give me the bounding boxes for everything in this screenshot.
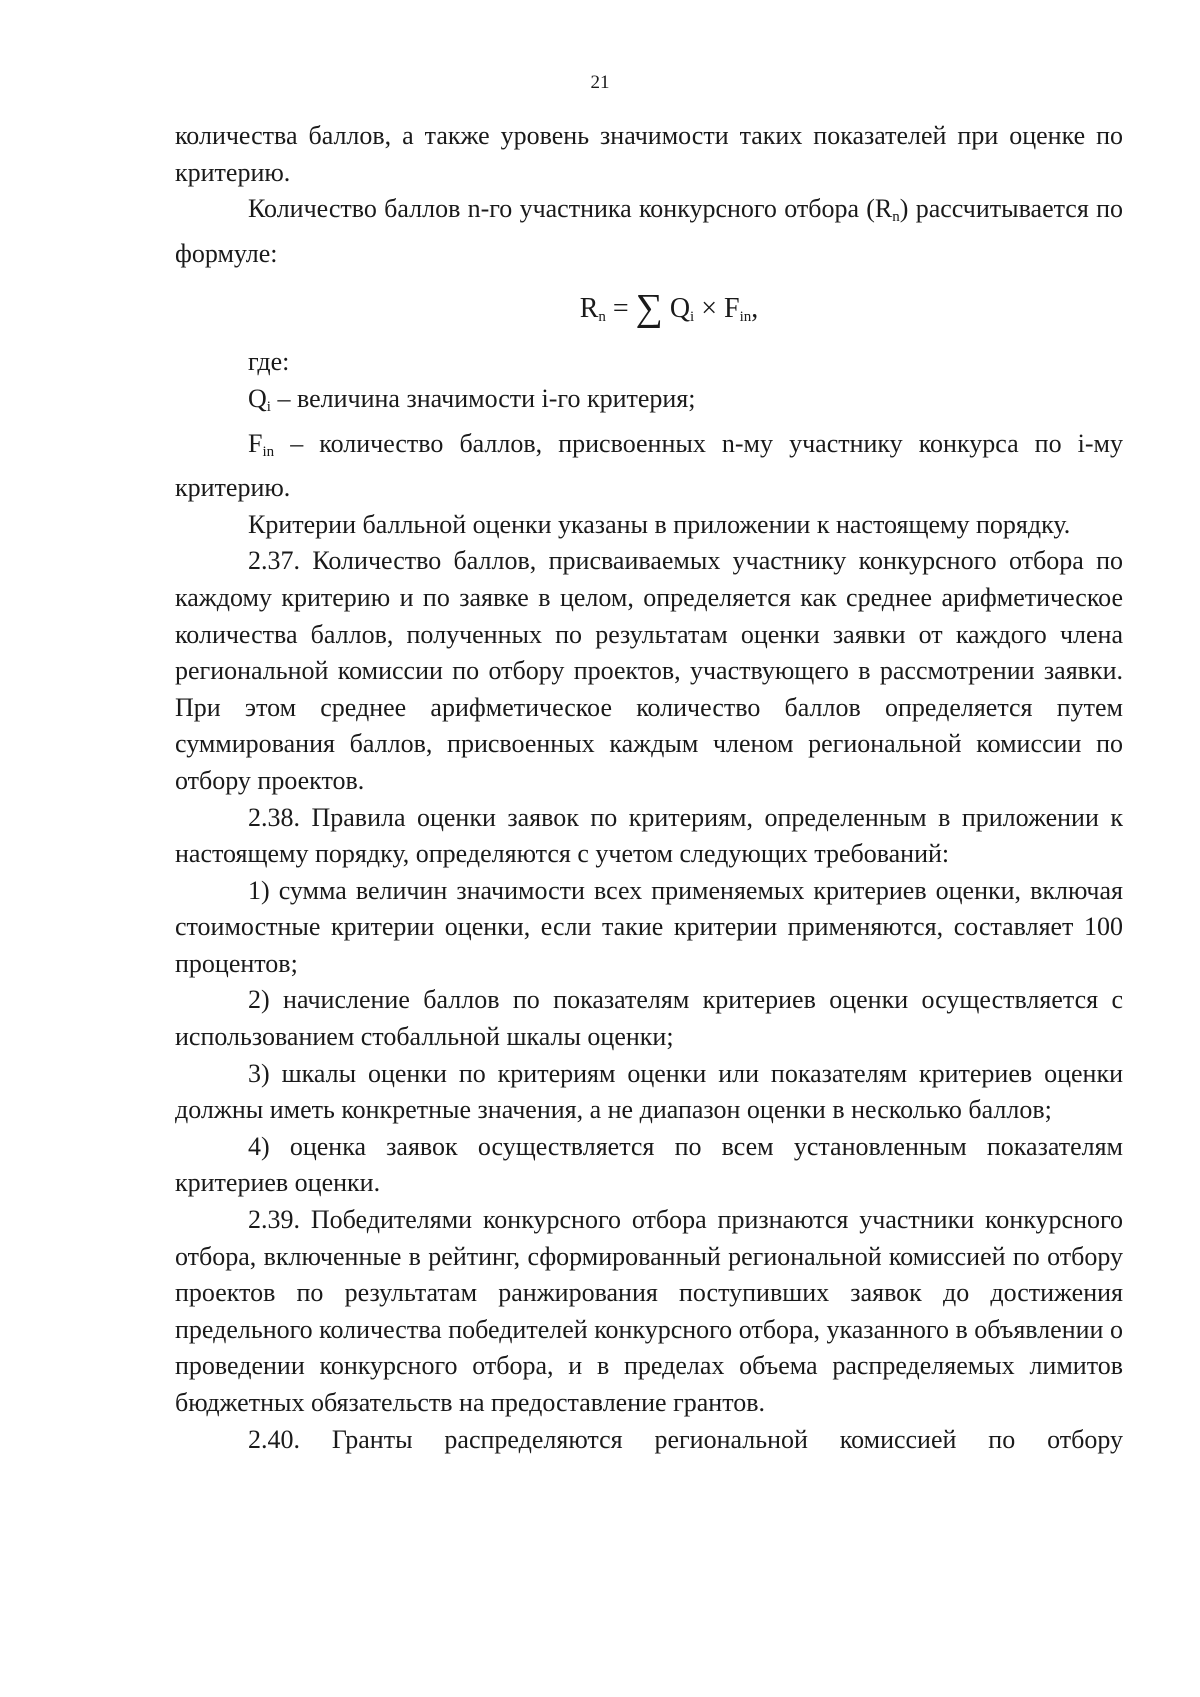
definition-q: $Q_i$ – величина значимости i-го критерия; bbox=[248, 383, 696, 415]
paragraph-where: где: bbox=[248, 347, 290, 377]
score-formula: $R_n$ = ∑ $Q_i \times F_{in}$, bbox=[579, 287, 759, 330]
paragraph-2-37: 2.37. Количество баллов, присваиваемых участнику конкурсного отбора по каждому критерию и по заявке в целом, определяется как среднее арифметическое количества баллов, полученных по результатам оценки заявки от каждого члена региональной комиссии по отбору проектов, участвующего в рассмотрении заявки. При этом среднее арифметическое количество баллов определяется путем суммирования баллов, присвоенных каждым членом региональной комиссии по отбору проектов. bbox=[175, 546, 1123, 795]
paragraph-intro: количества баллов, а также уровень значимости таких показателей при оценке по критерию. bbox=[175, 121, 1123, 187]
paragraph-2-40: 2.40. Гранты распределяются региональной комиссией по отбору bbox=[248, 1424, 1123, 1454]
page-number: 21 bbox=[590, 72, 610, 93]
paragraph-criteria: Критерии балльной оценки указаны в приложении к настоящему порядку. bbox=[248, 509, 1071, 539]
list-item-4: 4) оценка заявок осуществляется по всем установленным показателям критериев оценки. bbox=[175, 1131, 1123, 1198]
paragraph-2-38: 2.38. Правила оценки заявок по критериям, определенным в приложении к настоящему порядку, определяются с учетом следующих требований: bbox=[175, 802, 1123, 869]
paragraph-2-39: 2.39. Победителями конкурсного отбора признаются участники конкурсного отбора, включенные в рейтинг, сформированный региональной комиссией по отбору проектов по результатам ранжирования поступивших заявок до достижения предельного количества победителей конкурсного отбора, указанного в объявлении о проведении конкурсного отбора, и в пределах объема распределяемых лимитов бюджетных обязательств на предоставление грантов. bbox=[175, 1205, 1123, 1417]
list-item-3: 3) шкалы оценки по критериям оценки или показателям критериев оценки должны иметь конкретные значения, а не диапазон оценки в несколько баллов; bbox=[175, 1058, 1123, 1125]
list-item-1: 1) сумма величин значимости всех применяемых критериев оценки, включая стоимостные критерии оценки, если такие критерии применяются, составляет 100 процентов; bbox=[175, 875, 1123, 978]
list-item-2: 2) начисление баллов по показателям критериев оценки осуществляется с использованием стобалльной шкалы оценки; bbox=[175, 985, 1123, 1052]
body-text bbox=[175, 118, 1123, 1458]
definition-f: $F_{in}$ – количество баллов, присвоенных n-му участнику конкурса по i-му критерию. bbox=[175, 428, 1123, 503]
paragraph-score-count: Количество баллов n-го участника конкурсного отбора $(R_n)$ рассчитывается по формуле: bbox=[175, 194, 1123, 268]
